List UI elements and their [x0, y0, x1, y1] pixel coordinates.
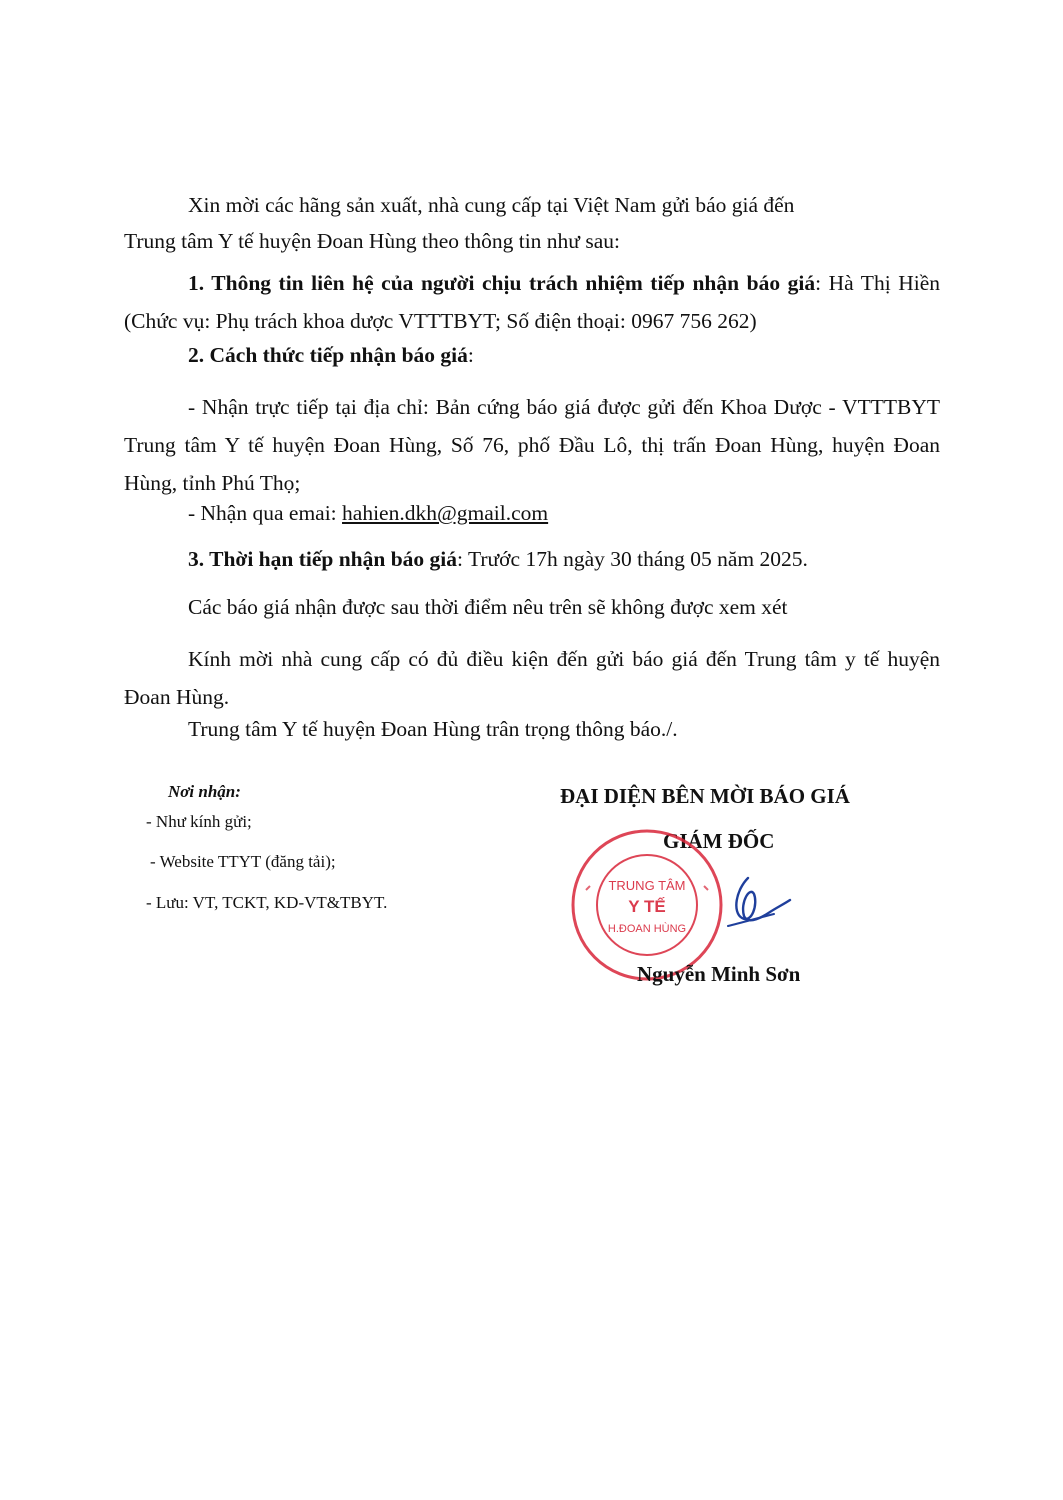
stamp-text-1: TRUNG TÂM	[608, 878, 686, 893]
email-prefix: - Nhận qua emai:	[188, 501, 343, 525]
recipient-item: - Như kính gửi;	[146, 812, 252, 831]
signature-name: Nguyễn Minh Sơn	[637, 962, 801, 986]
note-paragraph: Các báo giá nhận được sau thời điểm nêu trên sẽ không được xem xét	[188, 595, 788, 619]
recipient-item: - Website TTYT (đăng tải);	[150, 852, 336, 871]
recipients-title: Nơi nhận:	[168, 782, 241, 801]
section-2-direct-paragraph: - Nhận trực tiếp tại địa chỉ: Bản cứng báo giá được gửi đến Khoa Dược - VTTTBYT Trung tâm Y tế huyện Đoan Hùng, Số 76, phố Đầu Lô, thị trấn Đoan Hùng, huyện Đoan Hùng, tỉnh Phú Thọ;	[124, 395, 940, 495]
section-3-text: : Trước 17h ngày 30 tháng 05 năm 2025.	[457, 547, 808, 571]
invite-paragraph: Kính mời nhà cung cấp có đủ điều kiện đến gửi báo giá đến Trung tâm y tế huyện Đoan Hùng.	[124, 647, 940, 709]
official-stamp-icon	[568, 826, 726, 984]
handwritten-signature-icon	[718, 860, 798, 940]
recipient-item: - Lưu: VT, TCKT, KD-VT&TBYT.	[146, 893, 388, 912]
email-link[interactable]: hahien.dkh@gmail.com	[342, 501, 549, 525]
section-2-heading: 2. Cách thức tiếp nhận báo giá	[188, 343, 468, 367]
signature-position: GIÁM ĐỐC	[663, 829, 775, 853]
intro-line-2: Trung tâm Y tế huyện Đoan Hùng theo thông tin như sau:	[124, 229, 620, 253]
closing-paragraph: Trung tâm Y tế huyện Đoan Hùng trân trọng thông báo./.	[188, 717, 678, 741]
section-3-heading: 3. Thời hạn tiếp nhận báo giá	[188, 547, 458, 571]
section-1-paragraph	[124, 264, 940, 340]
signature-representative: ĐẠI DIỆN BÊN MỜI BÁO GIÁ	[560, 784, 850, 808]
stamp-text-2: Y TẾ	[628, 897, 666, 916]
section-1-text: : Hà Thị Hiền (Chức vụ: Phụ trách khoa dược VTTTBYT; Số điện thoại: 0967 756 262)	[124, 271, 940, 333]
section-2-email-line	[188, 500, 548, 528]
section-2-heading-suffix: :	[467, 343, 474, 367]
section-2-heading-line	[188, 342, 474, 370]
stamp-text-3: H.ĐOAN HÙNG	[607, 923, 687, 935]
section-1-heading: 1. Thông tin liên hệ của người chịu trách nhiệm tiếp nhận báo giá	[188, 271, 816, 295]
intro-line-1: Xin mời các hãng sản xuất, nhà cung cấp tại Việt Nam gửi báo giá đến	[188, 193, 795, 217]
section-3-line	[188, 546, 808, 574]
